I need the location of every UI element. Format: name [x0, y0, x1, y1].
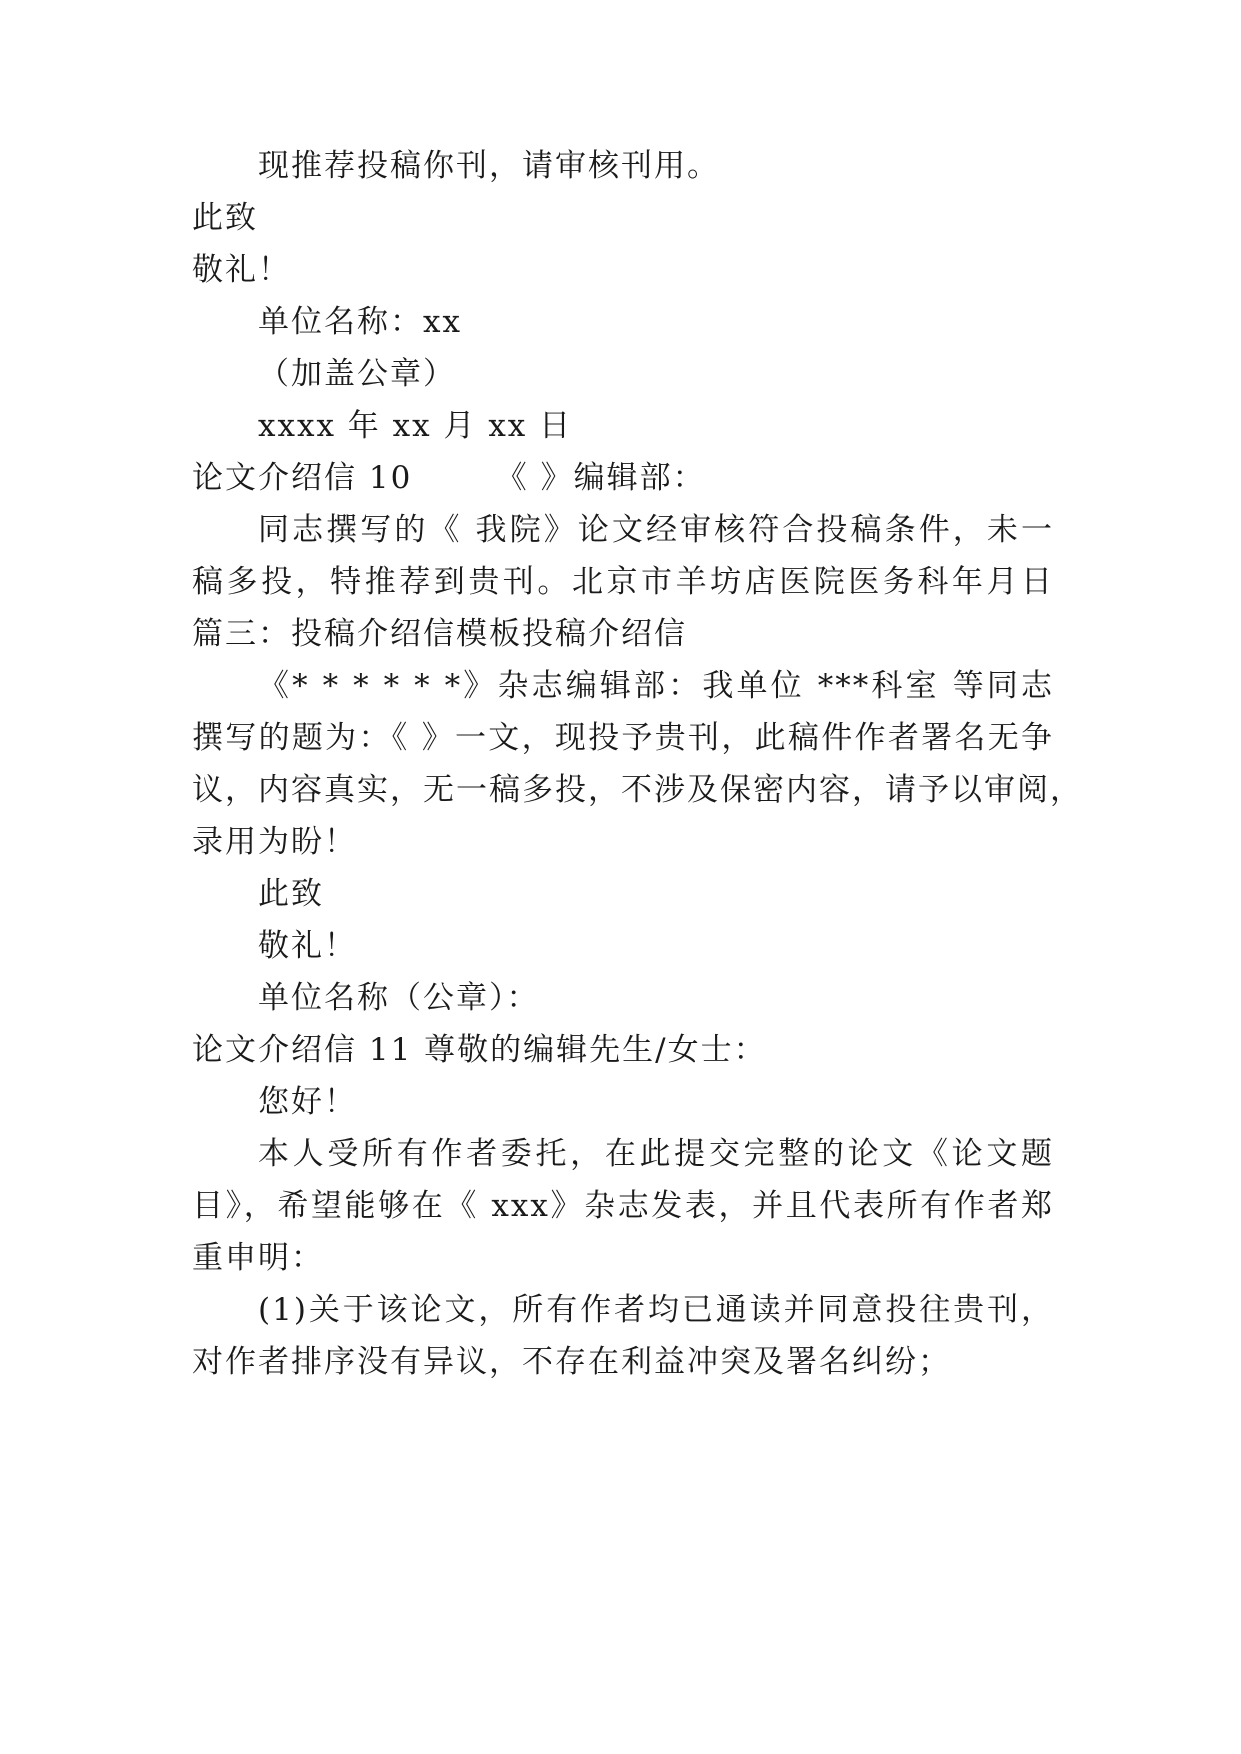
- text-line: 您好！: [258, 1084, 357, 1120]
- text-line: （加盖公章）: [258, 356, 456, 392]
- text-line: 篇三：投稿介绍信模板投稿介绍信: [192, 616, 687, 652]
- text-line: 重申明：: [192, 1240, 324, 1276]
- text-line: 录用为盼！: [192, 824, 357, 860]
- text-line: 《* * * * * *》杂志编辑部：我单位 ***科室 等同志: [258, 668, 1054, 704]
- text-line: 单位名称（公章）：: [258, 980, 540, 1016]
- text-line: 同志撰写的《 我院》论文经审核符合投稿条件，未一: [258, 512, 1054, 548]
- text-line: 本人受所有作者委托，在此提交完整的论文《论文题: [258, 1136, 1054, 1172]
- text-line: (1)关于该论文，所有作者均已通读并同意投往贵刊，: [258, 1292, 1054, 1328]
- text-line: 论文介绍信 11 尊敬的编辑先生/女士：: [192, 1032, 767, 1068]
- text-line: 单位名称：xx: [258, 304, 462, 340]
- text-line: 敬礼！: [258, 928, 357, 964]
- text-line: 现推荐投稿你刊，请审核刊用。: [258, 148, 720, 184]
- text-line: 议，内容真实，无一稿多投，不涉及保密内容，请予以审阅，: [192, 772, 1083, 808]
- text-line: 稿多投，特推荐到贵刊。北京市羊坊店医院医务科年月日: [192, 564, 1054, 600]
- text-line: xxxx 年 xx 月 xx 日: [258, 408, 573, 444]
- text-line: 敬礼！: [192, 252, 291, 288]
- text-line: 撰写的题为：《 》一文，现投予贵刊，此稿件作者署名无争: [192, 720, 1054, 756]
- text-line: 目》，希望能够在《 xxx》杂志发表，并且代表所有作者郑: [192, 1188, 1054, 1224]
- text-line: 此致: [258, 876, 324, 912]
- text-line: 对作者排序没有异议，不存在利益冲突及署名纠纷；: [192, 1344, 951, 1380]
- text-line: 此致: [192, 200, 258, 236]
- text-line: 论文介绍信 10 《 》编辑部：: [192, 460, 706, 496]
